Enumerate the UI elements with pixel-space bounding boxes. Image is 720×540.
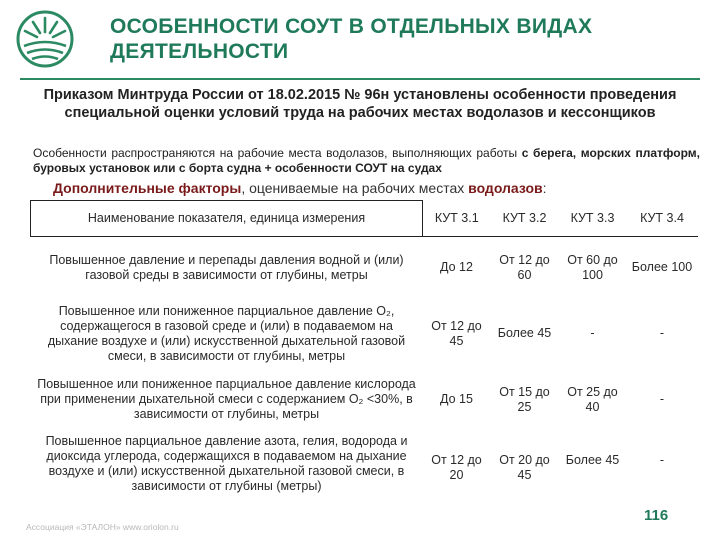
scope-paragraph [33,146,700,175]
table-cell: - [659,392,665,406]
table-header-cell: КУТ 3.3 [559,201,627,237]
table-cell: От 60 до 100 [567,252,618,282]
table-cell: До 12 [440,260,473,275]
scope-text: Особенности распространяются на рабочие места водолазов, выполняющих работы [33,146,522,160]
scope-text-bold: с берега, морских платформ, буровых установок или с борта судна + особенности СОУТ на судах [33,146,700,175]
table-header-cell: Наименование показателя, единица измерения [31,201,423,237]
title-line-2: ДЕЯТЕЛЬНОСТИ [110,40,289,63]
table-cell: - [659,452,665,467]
table-cell-indicator: Повышенное давление и перепады давления водной и (или) газовой среды в зависимости от глубины, метры [49,252,404,282]
order-statement: Приказом Минтруда России от 18.02.2015 № 96н установлены особенности проведения специальной оценки условий труда на рабочих местах водолазов и кессонщиков [43,87,677,121]
page-title [110,14,700,64]
table-cell: - [659,326,665,340]
table-cell: От 20 до 45 [499,452,550,482]
table-cell-indicator: Повышенное или пониженное парциальное давление кислорода при применении дыхательной смеси с содержанием О₂ <30%, в зависимости от глубины, метры [37,377,416,421]
table-row [31,299,698,369]
table-cell: От 12 до 60 [499,252,550,282]
factors-heading [53,180,700,197]
sun-rays-leaf-logo-icon [14,8,76,70]
table-row [31,237,698,299]
page-number: 116 [644,507,669,524]
table-cell: От 15 до 25 [499,384,550,414]
factors-highlight-2: водолазов [468,180,543,196]
table-cell-indicator: Повышенное или пониженное парциальное давление О₂, содержащегося в газовой среде и (или) в подаваемом на дыхание воздухе и (или) искусственной дыхательной газовой смеси, в зависимости от глубины, метры [47,303,406,363]
footer-text: Ассоциация «ЭТАЛОН» www.oriolon.ru [26,522,179,532]
title-line-1: ОСОБЕННОСТИ СОУТ В ОТДЕЛЬНЫХ ВИДАХ [110,15,593,38]
kut-table [30,200,698,533]
table-row [31,369,698,431]
table-cell: От 25 до 40 [567,384,618,414]
table-cell: Более 45 [565,452,620,467]
title-divider [20,78,700,80]
table-cell: От 12 до 20 [431,452,482,482]
table-cell: Более 100 [631,260,693,275]
table-header-cell: КУТ 3.1 [423,201,491,237]
factors-highlight-1: Дополнительные факторы [53,180,242,196]
table-header-cell: КУТ 3.2 [491,201,559,237]
table-cell: От 12 до 45 [431,318,482,348]
table-row [31,431,698,533]
table-cell: Более 45 [497,326,552,340]
factors-colon: : [542,180,547,196]
table-header-cell: КУТ 3.4 [627,201,698,237]
table-header-row [31,201,698,237]
table-cell: - [590,326,595,340]
table-cell: До 15 [440,392,473,406]
factors-text: , оцениваемые на рабочих местах [241,180,469,196]
table-cell-indicator: Повышенное парциальное давление азота, гелия, водорода и диоксида углерода, содержащихся в подаваемом на дыхание воздухе и (или) искусственной дыхательной газовой смеси, в зависимости от глубины (метры) [45,433,408,493]
